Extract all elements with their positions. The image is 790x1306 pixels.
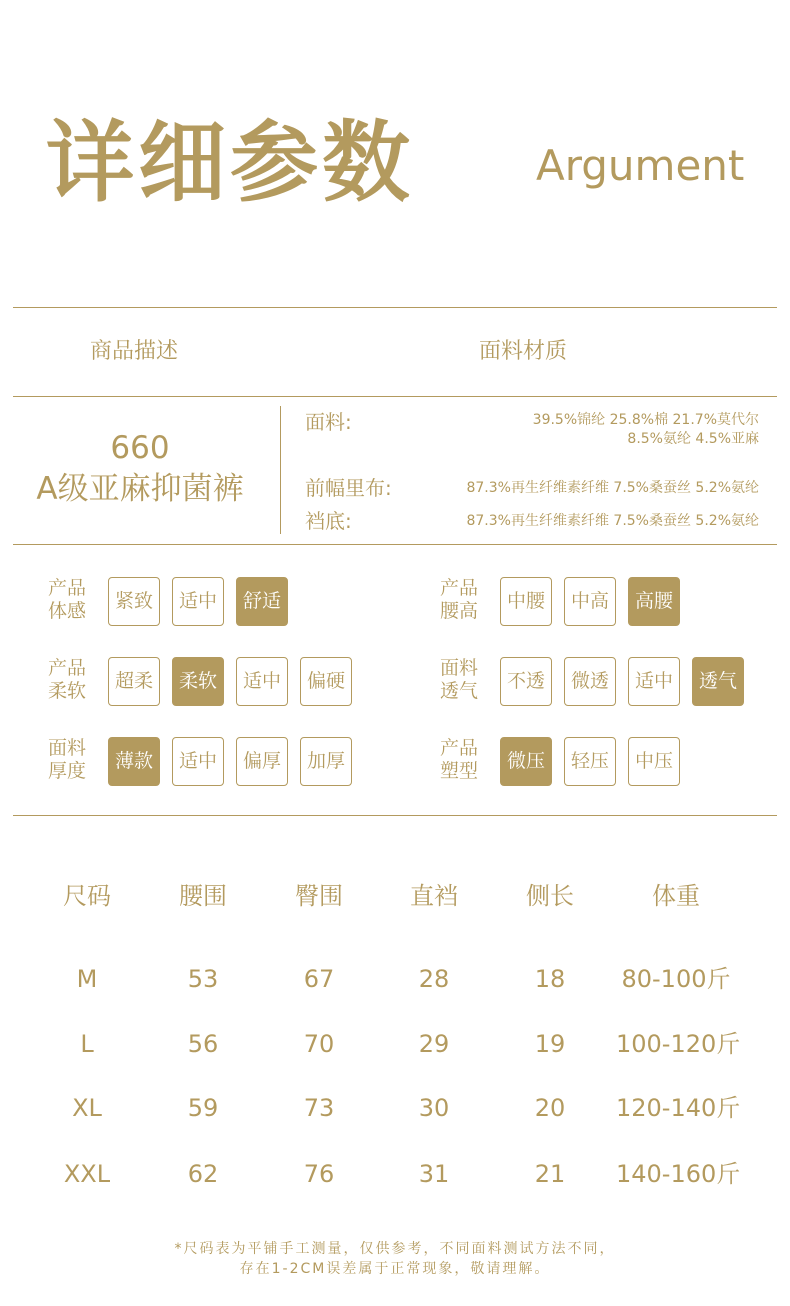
attribute-label-line2: 腰高: [440, 600, 479, 622]
size-table-size: XL: [72, 1094, 102, 1122]
attribute-label-line1: 产品: [440, 577, 479, 599]
page-title: 详细参数: [46, 111, 415, 214]
attribute-label-line1: 产品: [48, 577, 87, 599]
attribute-option: 中高: [564, 577, 616, 626]
size-table-cell: 59: [187, 1094, 219, 1122]
size-table-header: 腰围: [179, 882, 227, 910]
attribute-option: 偏硬: [300, 657, 352, 706]
attribute-label-line2: 厚度: [48, 760, 87, 782]
attribute-label: [440, 657, 488, 703]
product-code: 660: [110, 430, 170, 466]
attribute-option-selected: 柔软: [172, 657, 224, 706]
attribute-label: [440, 737, 488, 783]
attribute-label-line1: 面料: [48, 737, 87, 759]
attribute-option: 偏厚: [236, 737, 288, 786]
fabric-lining-label: 前幅里布:: [305, 476, 392, 500]
attribute-label: [48, 577, 96, 623]
size-table-header: 尺码: [63, 882, 111, 910]
size-table-cell: 29: [418, 1030, 450, 1058]
size-table-cell: 70: [303, 1030, 335, 1058]
attribute-label-line2: 塑型: [440, 760, 479, 782]
attribute-label: [440, 577, 488, 623]
attribute-label-line1: 产品: [48, 657, 87, 679]
size-table-size: M: [76, 965, 98, 993]
divider-top: [13, 307, 777, 308]
attribute-option: 加厚: [300, 737, 352, 786]
size-table-header: 体重: [652, 882, 700, 910]
attribute-option-selected: 薄款: [108, 737, 160, 786]
attribute-label-line1: 面料: [440, 657, 479, 679]
attribute-label-line1: 产品: [440, 737, 479, 759]
size-table-size: XXL: [63, 1160, 111, 1188]
attribute-label-line2: 体感: [48, 600, 87, 622]
size-table-size: L: [80, 1030, 94, 1058]
size-table-cell: 62: [187, 1160, 219, 1188]
fabric-crotch-label: 裆底:: [305, 509, 352, 533]
divider-size-table: [13, 815, 777, 816]
size-table-cell: 19: [534, 1030, 566, 1058]
size-table-cell: 100-120斤: [616, 1030, 741, 1058]
attribute-option-selected: 微压: [500, 737, 552, 786]
size-table-cell: 28: [418, 965, 450, 993]
size-table-header: 臀围: [295, 882, 343, 910]
attribute-option-selected: 舒适: [236, 577, 288, 626]
size-table-header: 侧长: [526, 882, 574, 910]
divider-product: [13, 396, 777, 397]
attribute-option: 微透: [564, 657, 616, 706]
size-table-cell: 30: [418, 1094, 450, 1122]
size-table-cell: 20: [534, 1094, 566, 1122]
attribute-option: 紧致: [108, 577, 160, 626]
attribute-option: 不透: [500, 657, 552, 706]
divider-attributes: [13, 544, 777, 545]
footnote-line1: *尺码表为平铺手工测量，仅供参考，不同面料测试方法不同，: [174, 1241, 616, 1257]
attribute-option: 中腰: [500, 577, 552, 626]
product-name: A级亚麻抑菌裤: [36, 471, 244, 507]
attribute-label-line2: 透气: [440, 680, 479, 702]
page-subtitle-english: Argument: [536, 141, 745, 190]
size-table-header: 直裆: [410, 882, 458, 910]
fabric-main-value-line2: 8.5%氨纶 4.5%亚麻: [627, 431, 759, 447]
size-table-cell: 73: [303, 1094, 335, 1122]
fabric-lining-value: 87.3%再生纤维素纤维 7.5%桑蚕丝 5.2%氨纶: [466, 480, 759, 496]
size-table-cell: 140-160斤: [616, 1160, 741, 1188]
size-table-cell: 67: [303, 965, 335, 993]
fabric-main-value-line1: 39.5%锦纶 25.8%棉 21.7%莫代尔: [532, 412, 759, 428]
attribute-option: 适中: [236, 657, 288, 706]
attribute-option: 适中: [628, 657, 680, 706]
size-table-cell: 80-100斤: [621, 965, 731, 993]
size-table-cell: 53: [187, 965, 219, 993]
size-table-cell: 76: [303, 1160, 335, 1188]
column-heading-description: 商品描述: [90, 339, 179, 364]
attribute-option: 适中: [172, 737, 224, 786]
attribute-option: 适中: [172, 577, 224, 626]
divider-vertical: [280, 406, 281, 534]
attribute-label: [48, 657, 96, 703]
fabric-main-label: 面料:: [305, 410, 352, 434]
attribute-label-line2: 柔软: [48, 680, 87, 702]
footnote-line2: 存在1-2CM误差属于正常现象，敬请理解。: [239, 1261, 551, 1277]
attribute-option-selected: 透气: [692, 657, 744, 706]
attribute-option-selected: 高腰: [628, 577, 680, 626]
size-table-cell: 120-140斤: [616, 1094, 741, 1122]
size-table-cell: 56: [187, 1030, 219, 1058]
attribute-option: 中压: [628, 737, 680, 786]
size-table-cell: 18: [534, 965, 566, 993]
attribute-option: 超柔: [108, 657, 160, 706]
attribute-label: [48, 737, 96, 783]
attribute-option: 轻压: [564, 737, 616, 786]
column-heading-material: 面料材质: [479, 339, 568, 364]
size-table-cell: 31: [418, 1160, 450, 1188]
size-table-cell: 21: [534, 1160, 566, 1188]
fabric-crotch-value: 87.3%再生纤维素纤维 7.5%桑蚕丝 5.2%氨纶: [466, 513, 759, 529]
